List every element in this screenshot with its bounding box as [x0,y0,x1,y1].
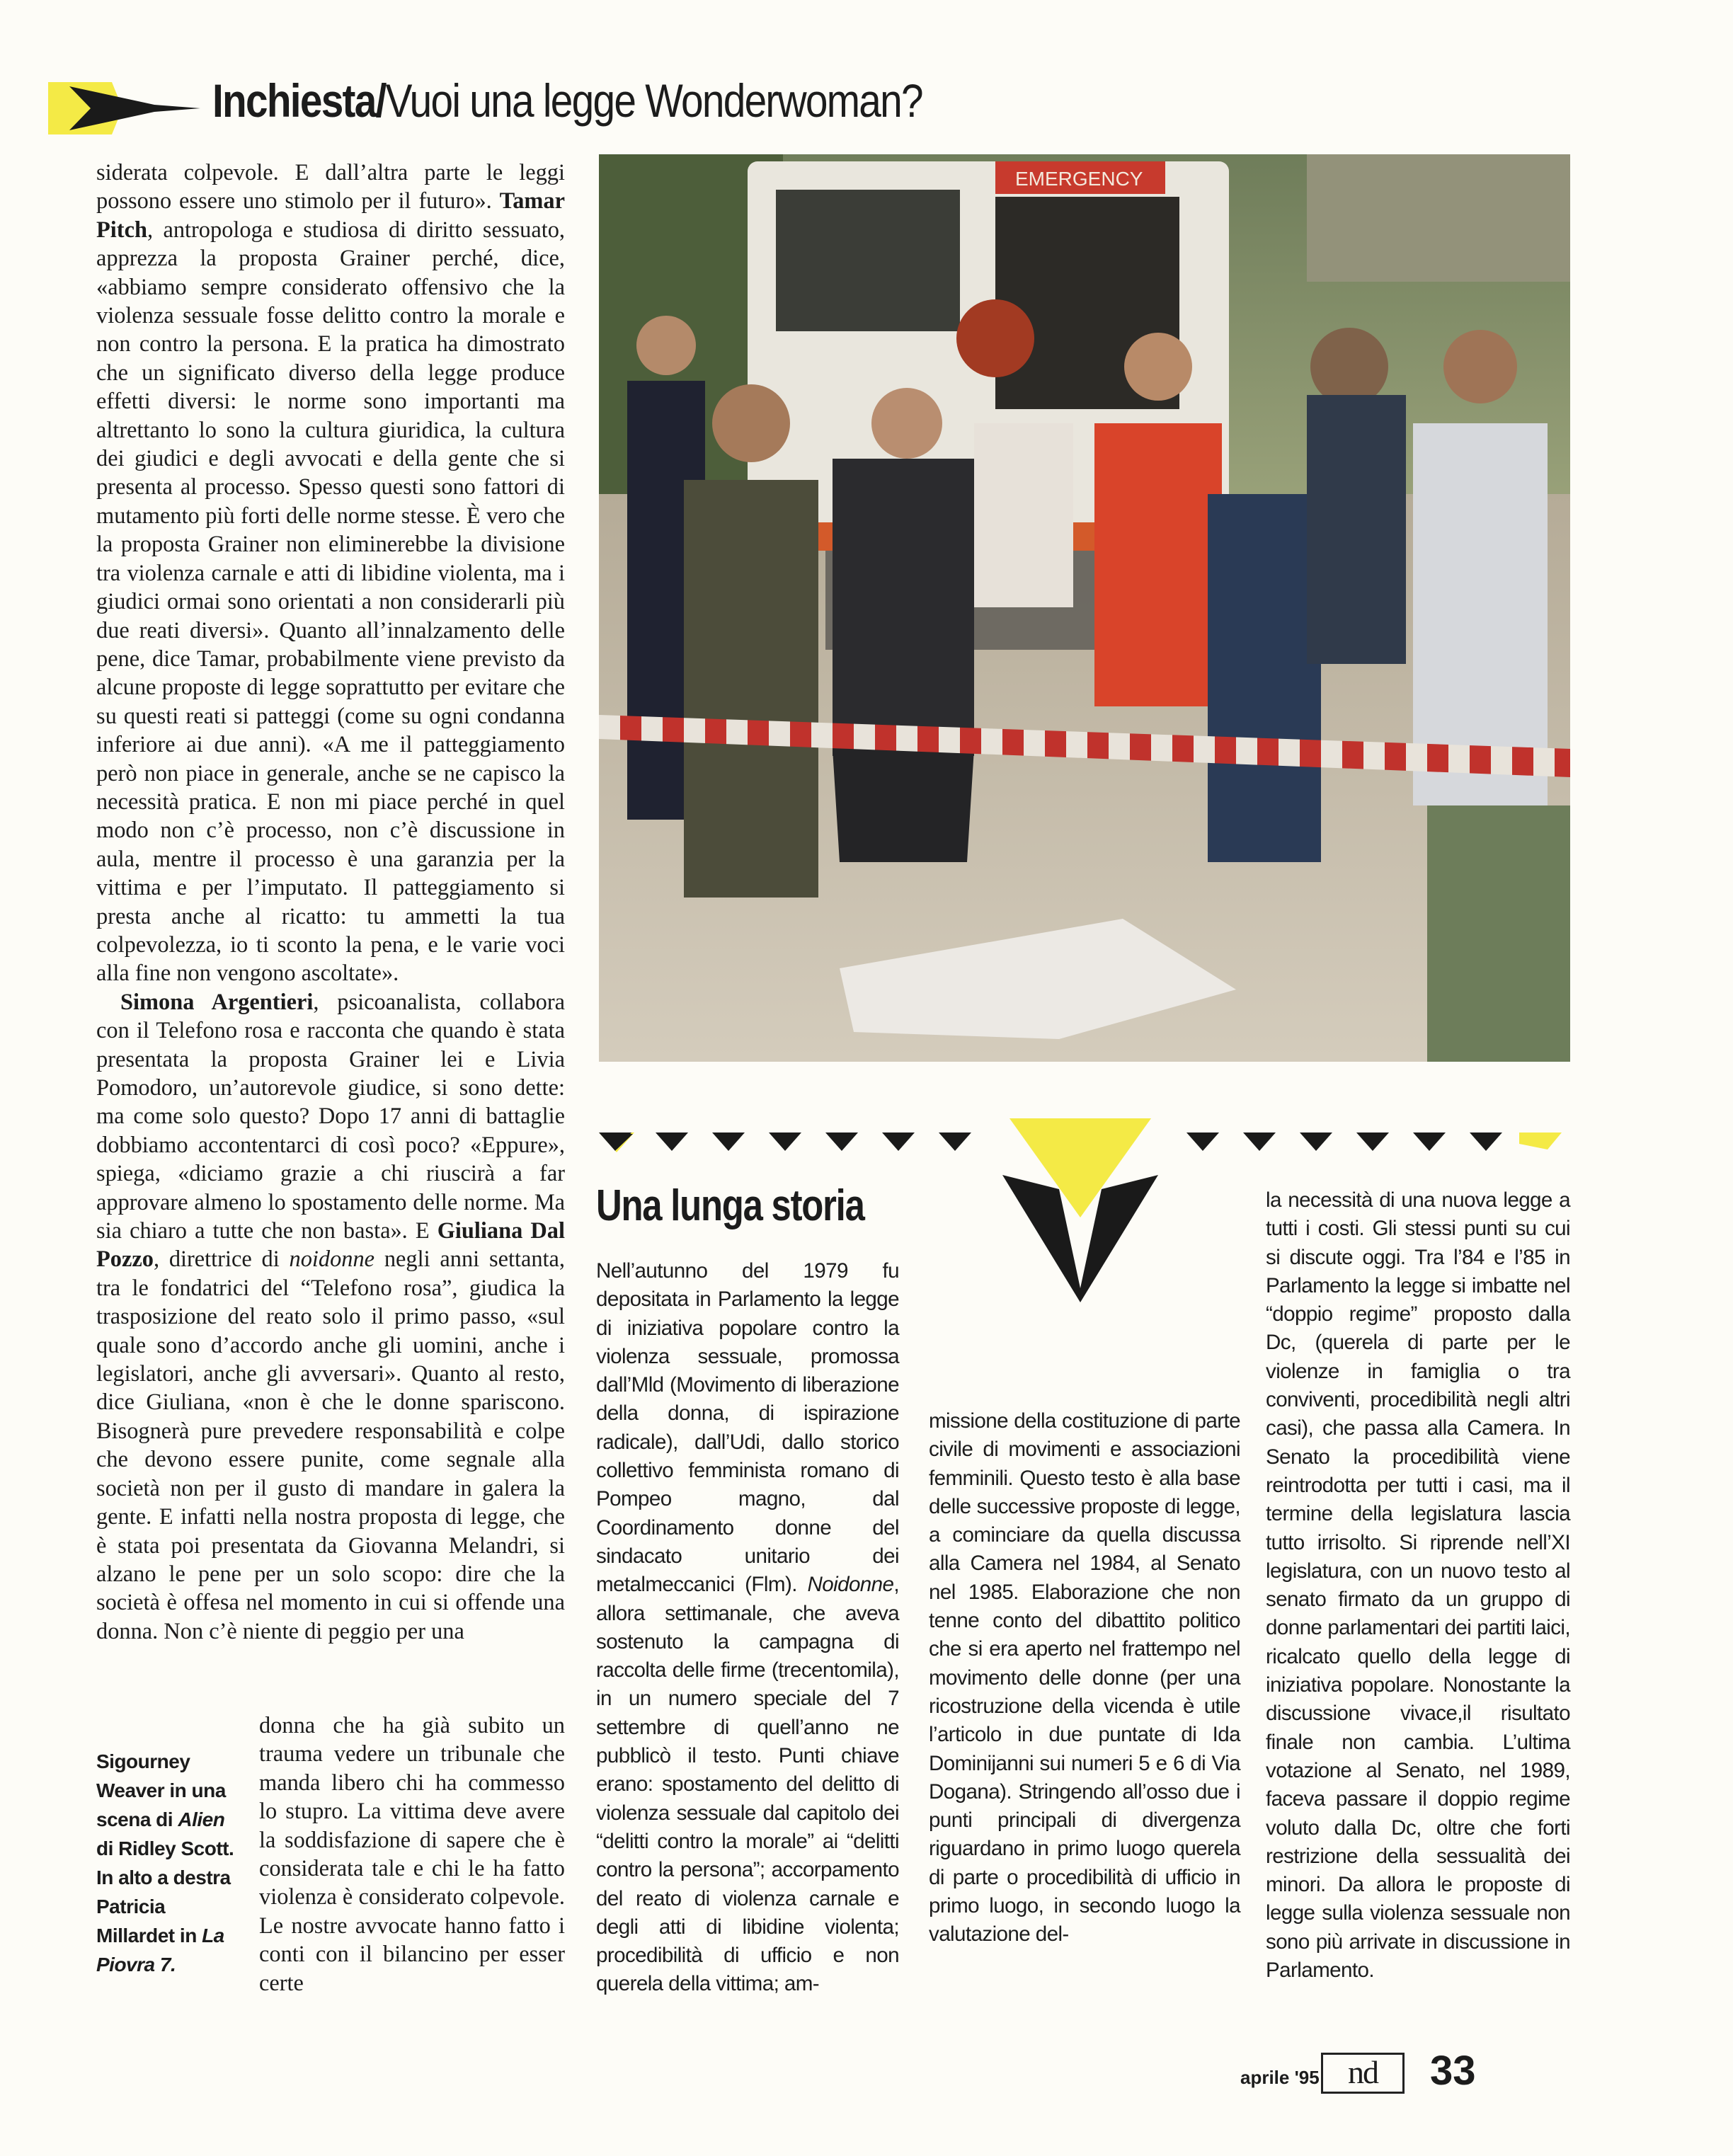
article-column-1 [96,159,565,1646]
film-title: Alien [178,1808,225,1830]
box-text: Nell’autunno del 1979 fu depositata in Parlamento la legge di iniziativa popolare contro la violenza sessuale, promossa dall’Mld (Movimento di liberazione della donna, di ispirazione radicale), dall’Udi, dallo storico collettivo femminista romano di Pompeo magno, dal Coordinamento donne del sindacato unitario dei metalmeccanici (Flm). [596,1259,899,1597]
box-column-3 [1266,1186,1570,1985]
article-title: Vuoi una legge Wonderwoman? [385,74,922,127]
box-column-1 [596,1257,899,1999]
magazine-name: Noidonne [807,1573,894,1597]
article-text: , psicoanalista, collabora con il Telefono rosa e racconta che quando è stata presentata la proposta Grainer lei e Livia Pomodoro, un’autorevole giudice, si sono dette: ma come solo questo? Dopo 17 anni di battaglie dobbiamo accontentarci di così poco? «Eppure», spiega, «diciamo grazie a chi riuscirà a far approvare almeno lo spostamento delle norme. Ma sia chiaro a tutte che non basta». E [96,989,565,1244]
article-text: , antropologa e studiosa di diritto sessuato, apprezza la proposta Grainer perché, dice, «abbiamo sempre considerato offensivo che la violenza sessuale fosse delitto contro la morale e non contro la persona. E la pratica ha dimostrato che un significato diverso della legge produce effetti diversi: le norme sono importanti ma altrettanto lo sono la cultura giuridica, la cultura dei giudici e degli avvocati e della gente che si presenta al processo. Spesso questi sono fattori di mutamento più forti delle norme stesse. È vero che la proposta Grainer non eliminerebbe la divisione tra violenza carnale e atti di libidine violenta, ma i giudici ormai sono orientati a non considerarli più due reati diversi». Quanto all’innalzamento delle pene, dice Tamar, probabilmente viene previsto da alcune proposte di legge soprattutto per evitare che su questi reati si patteggi (come su ogni condanna inferiore ai due anni). «A me il patteggiamento però non piace in generale, anche se ne capisco la necessità pratica. E non mi piace perché in quel modo non c’è processo, non c’è discussione in aula, mentre il processo è una garanzia per la vittima e per l’imputato. Il patteggiamento si presta anche al ricatto: tu ammetti la tua colpevolezza, io ti sconto la pena, e le varie voci alla fine non vengono ascoltate». [96,217,565,987]
article-text: donna che ha già subito un trauma vedere un tribunale che manda libero chi ha commesso lo stupro. La vittima deve avere la soddisfazione di sapere che è considerata tale e chi le ha fatto violenza è considerato colpevole. Le nostre avvocate hanno fatto i conti con il bilancino per esser certe [259,1713,565,1996]
page-header [212,74,922,127]
article-text: negli anni settanta, tra le fondatrici del “Telefono rosa”, giudica la trasposizione del reato solo il primo passo, «sul quale sono d’accordo anche gli uomini, anche i legislatori, anche gli avversari». Quanto al resto, dice Giuliana, «non è che le donne spariscono. Bisognerà pure prevedere responsabilità e colpe che devono essere punite, come segnale alla società non per il gusto di mandare in galera la gente. E infatti nella nostra proposta di legge, che è stata poi presentata da Giovanna Melandri, si alzano le pene per un solo scopo: dire che la società è offesa nel momento in cui si offende una donna. Non c’è niente di peggio per una [96,1246,565,1644]
person-name: Simona Argentieri [120,989,314,1015]
section-label: Inchiesta/ [212,74,386,127]
person-name: Tamar Pitch [96,188,565,243]
issue-date: aprile '95 [1240,2067,1320,2088]
magazine-name: noidonne [289,1246,375,1273]
box-text: la necessità di una nuova legge a tutti i costi. Gli stessi punti su cui si discute oggi. Tra l’84 e l’85 in Parlamento la legge si imbatte nel “doppio regime” proposto dalla Dc, (querela di parte per le violenze in famiglia o tra conviventi, procedibilità negli altri casi), che passa alla Camera. In Senato la procedibilità viene reintrodotta per tutti i casi, ma il termine della legislatura lascia tutto irrisolto. Si riprende nell’XI legislatura, con un nuovo testo al senato firmato da un gruppo di donne parlamentari dei partiti laici, ricalcato quello della legge di iniziativa popolare. Nonostante la discussione vivace,il risultato finale non cambia. L’ultima votazione al Senato, nel 1989, faceva passare il doppio regime voluto dalla Dc, oltre che forti restrizione della sessualità dei minori. Da allora le proposte di legge sulla violenza sessuale non sono più arrivate in discussione in Parlamento. [1266,1188,1570,1983]
box-column-2 [929,1407,1240,1949]
article-text: siderata colpevole. E dall’altra parte le leggi possono essere uno stimolo per il futuro». [96,160,565,214]
box-text: , allora settimanale, che aveva sostenuto la campagna di raccolta delle firme (trecentomila), in un numero speciale del 7 settembre di quell’anno ne pubblicò il testo. Punti chiave erano: spostamento del delitto di violenza sessuale dal capitolo dei “delitti contro la morale” ai “delitti contro la persona”; accorpamento del reato di violenza carnale e degli atti di libidine violenta; procedibilità di ufficio e non querela della vittima; am- [596,1573,900,1996]
film-title: La Piovra 7. [96,1925,224,1976]
article-column-1-continued [259,1711,565,1997]
ambulance-sign: EMERGENCY [1015,168,1143,190]
magazine-logo: nd [1321,2053,1405,2094]
header-arrow-icon [48,76,204,140]
box-text: missione della costituzione di parte civile di movimenti e associazioni femminili. Questo testo è alla base delle successive proposte di legge, a cominciare da quella discussa alla Camera nel 1984, al Senato nel 1985. Elaborazione che non tenne conto del dibattito politico che si era aperto nel frattempo nel movimento delle donne (per una ricostruzione della vicenda è utile l’articolo in due puntate di Ida Dominijanni sui numeri 5 e 6 di Via Dogana). Stringendo all’osso due i punti principali di divergenza riguardano in primo luogo querela di parte o procedibilità di ufficio in primo luogo, in secondo luogo la valutazione del- [929,1409,1240,1946]
article-text: , direttrice di [153,1246,280,1273]
box-title: Una lunga storia [596,1181,864,1230]
crime-scene-photo [599,154,1570,1062]
photo-caption [96,1747,245,1979]
caption-text: Sigourney Weaver in una scena di [96,1750,226,1830]
page-number: 33 [1430,2048,1476,2094]
caption-text: di Ridley Scott. In alto a destra Patricia Millardet in [96,1837,234,1946]
person-name: Giuliana Dal Pozzo [96,1218,565,1273]
